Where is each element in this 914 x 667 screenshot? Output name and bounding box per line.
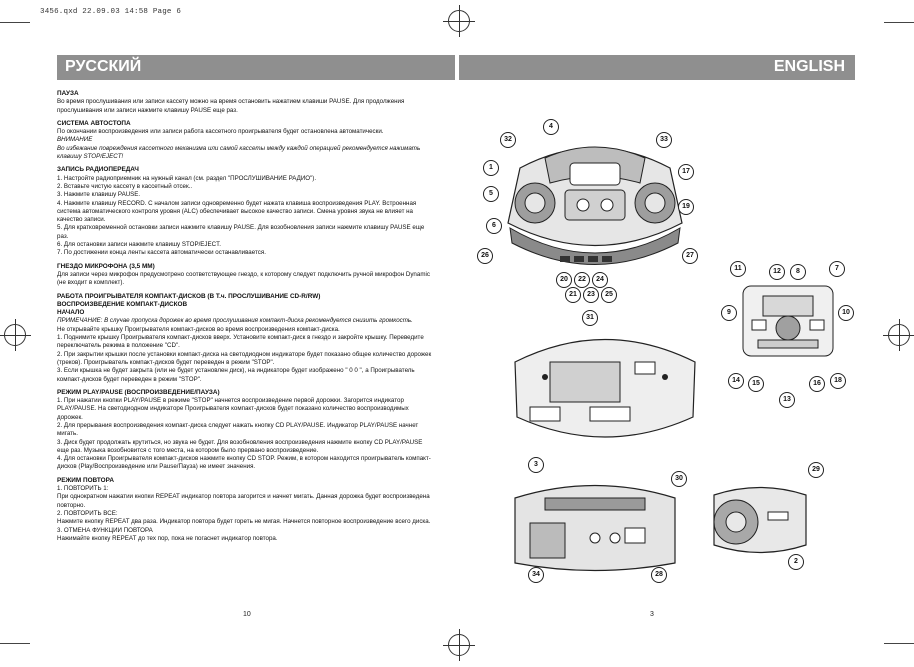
callout-11: 11 (730, 261, 746, 277)
boombox-front-illustration (490, 128, 700, 288)
paragraph: Не открывайте крышку Проигрывателя компакт-дисков во время воспроизведения компакт-диска. (57, 325, 340, 333)
manual-text-column (57, 90, 435, 548)
section-title: РЕЖИМ PLAY/PAUSE (ВОСПРОИЗВЕДЕНИЕ/ПАУЗА) (57, 388, 220, 396)
callout-21: 21 (565, 287, 581, 303)
step: 1. При нажатии кнопки PLAY/PAUSE в режиме "STOP" начнется воспроизведение первой дорожки. Загорится индикатор PLAY/PAUSE. На светодиодном индикаторе Проигрывателя компакт-дисков будет показано количество воспроизводимых дорожек. (57, 397, 409, 421)
paragraph: По окончании воспроизведения или записи работа кассетного проигрывателя будет остановлена автоматически. (57, 128, 384, 136)
paragraph: Для записи через микрофон предусмотрено соответствующее гнездо, к которому следует подключить ручной микрофон Dynamic (не входит в комплект). (57, 270, 430, 287)
section-radio-recording (57, 166, 435, 257)
callout-17: 17 (678, 164, 694, 180)
callout-30: 30 (671, 471, 687, 487)
boombox-top-illustration (505, 322, 705, 452)
section-pause (57, 90, 435, 115)
callout-15: 15 (748, 376, 764, 392)
section-title: РАБОТА ПРОИГРЫВАТЕЛЯ КОМПАКТ-ДИСКОВ (В Т.ч. ПРОСЛУШИВАНИЕ CD-R/RW) (57, 292, 321, 300)
banner-title-russian: РУССКИЙ (65, 58, 142, 75)
paragraph: Нажмите кнопку REPEAT два раза. Индикатор повтора будет гореть не мигая. Начнется повторное воспроизведение всего диска. (57, 518, 431, 526)
callout-10: 10 (838, 305, 854, 321)
section-title: ЗАПИСЬ РАДИОПЕРЕДАЧ (57, 166, 139, 174)
callout-28: 28 (651, 567, 667, 583)
section-subtitle: ВОСПРОИЗВЕДЕНИЕ КОМПАКТ-ДИСКОВ (57, 300, 188, 308)
registration-mark (888, 324, 910, 346)
page-number-right: 3 (650, 611, 654, 618)
step: 2. ПОВТОРИТЬ ВСЕ: (57, 509, 118, 517)
callout-26: 26 (477, 248, 493, 264)
section-mic-jack (57, 263, 435, 288)
step: 6. Для остановки записи нажмите клавишу STOP/EJECT. (57, 241, 221, 249)
language-banner-right (459, 55, 855, 80)
registration-mark (448, 634, 470, 656)
boombox-side-illustration (706, 480, 814, 560)
callout-24: 24 (592, 272, 608, 288)
callout-33: 33 (656, 132, 672, 148)
callout-34: 34 (528, 567, 544, 583)
crop-mark (884, 22, 914, 23)
crop-mark (884, 643, 914, 644)
step: 1. Поднимите крышку Проигрывателя компакт-дисков вверх. Установите компакт-диск в гнездо и закройте крышку. Переведите переключатель режима в положение "CD". (57, 334, 424, 350)
note: ПРИМЕЧАНИЕ: В случае пропуска дорожек во время прослушивания компакт-диска рекомендуется снизить громкость. (57, 317, 413, 325)
callout-13: 13 (779, 392, 795, 408)
section-title: СИСТЕМА АВТОСТОПА (57, 119, 131, 127)
print-header: 3456.qxd 22.09.03 14:58 Page 6 (40, 8, 182, 16)
page-number-left: 10 (243, 611, 251, 618)
step: 3. ОТМЕНА ФУНКЦИИ ПОВТОРА (57, 526, 153, 534)
step: 5. Для кратковременной остановки записи нажмите клавишу PAUSE. Для возобновления записи нажмите клавишу PAUSE еще раз. (57, 224, 425, 240)
step: 3. Если крышка не будет закрыта (или не будет установлен диск), на индикаторе будет изображено " 0 0 ", а Проигрыватель компакт-дисков будет переведен в режим "STOP". (57, 367, 415, 383)
callout-25: 25 (601, 287, 617, 303)
callout-6: 6 (486, 218, 502, 234)
crop-mark (0, 22, 30, 23)
callout-3: 3 (528, 457, 544, 473)
callout-22: 22 (574, 272, 590, 288)
language-banner-left (57, 55, 455, 80)
section-title: РЕЖИМ ПОВТОРА (57, 476, 114, 484)
step: 2. При закрытии крышки после установки компакт-диска на светодиодном индикаторе будет показано общее количество дорожек (треков). Проигрыватель компакт-дисков будет переведен в режим "STOP". (57, 350, 432, 366)
callout-20: 20 (556, 272, 572, 288)
step: 4. Для остановки Проигрывателя компакт-дисков нажмите кнопку CD STOP. Режим, в котором находится проигрыватель компакт-дисков (Play/Воспроизведение или Pause/Пауза) не имеет значения. (57, 455, 431, 471)
section-cd-player (57, 293, 435, 384)
warning-text: Во избежание повреждения кассетного механизма или самой кассеты между каждой операцией рекомендуется нажимать клавишу STOP/EJECT! (57, 144, 421, 161)
paragraph: Нажимайте кнопку REPEAT до тех пор, пока не погаснет индикатор повтора. (57, 534, 278, 542)
step: 2. Вставьте чистую кассету в кассетный отсек.. (57, 182, 193, 190)
callout-8: 8 (790, 264, 806, 280)
section-repeat (57, 477, 435, 543)
section-play-pause (57, 389, 435, 472)
registration-mark (448, 10, 470, 32)
control-panel-illustration (738, 276, 838, 366)
callout-4: 4 (543, 119, 559, 135)
step: 4. Нажмите клавишу RECORD. С началом записи одновременно будет нажата клавиша воспроизведения PLAY. Встроенная система автоматического контроля уровня (ALC) обеспечивает высокое качество записи. Смена уровня звука не влияет на качество записи. (57, 199, 417, 224)
callout-14: 14 (728, 373, 744, 389)
step: 2. Для прерывания воспроизведения компакт-диска следует нажать кнопку CD PLAY/PAUSE. Индикатор PLAY/PAUSE начнет мигать. (57, 421, 419, 438)
step: 1. ПОВТОРИТЬ 1: (57, 485, 109, 493)
callout-12: 12 (769, 264, 785, 280)
callout-29: 29 (808, 462, 824, 478)
step: 1. Настройте радиоприемник на нужный канал (см. раздел "ПРОСЛУШИВАНИЕ РАДИО"). (57, 174, 317, 182)
step: 7. По достижении конца ленты кассета автоматически останавливается. (57, 249, 266, 257)
section-subtitle: НАЧАЛО (57, 309, 85, 317)
crop-mark (0, 643, 30, 644)
callout-18: 18 (830, 373, 846, 389)
callout-16: 16 (809, 376, 825, 392)
callout-27: 27 (682, 248, 698, 264)
callout-1: 1 (483, 160, 499, 176)
callout-32: 32 (500, 132, 516, 148)
banner-title-english: ENGLISH (773, 58, 845, 75)
section-title: ГНЕЗДО МИКРОФОНА (3,5 ММ) (57, 262, 155, 270)
step: 3. Нажмите клавишу PAUSE. (57, 191, 141, 199)
callout-23: 23 (583, 287, 599, 303)
step: 3. Диск будет продолжать крутиться, но звука не будет. Для возобновления воспроизведения нажмите кнопку CD PLAY/PAUSE еще раз. Музыка возобновится с того места, на котором было прервано воспроизведение. (57, 438, 423, 454)
warning-label: ВНИМАНИЕ (57, 136, 93, 144)
callout-19: 19 (678, 199, 694, 215)
callout-9: 9 (721, 305, 737, 321)
paragraph: При однократном нажатии кнопки REPEAT индикатор повтора загорится и начнет мигать. Данная дорожка будет воспроизведена повторно. (57, 493, 430, 509)
boombox-rear-illustration (505, 478, 685, 578)
paragraph: Во время прослушивания или записи кассету можно на время остановить нажатием клавиши PAUSE. Для продолжения прослушивания или записи нажмите клавишу PAUSE еще раз. (57, 98, 405, 114)
callout-7: 7 (829, 261, 845, 277)
callout-2: 2 (788, 554, 804, 570)
registration-mark (4, 324, 26, 346)
callout-31: 31 (582, 310, 598, 326)
callout-5: 5 (483, 186, 499, 202)
section-autostop (57, 120, 435, 161)
section-title: ПАУЗА (57, 90, 79, 97)
